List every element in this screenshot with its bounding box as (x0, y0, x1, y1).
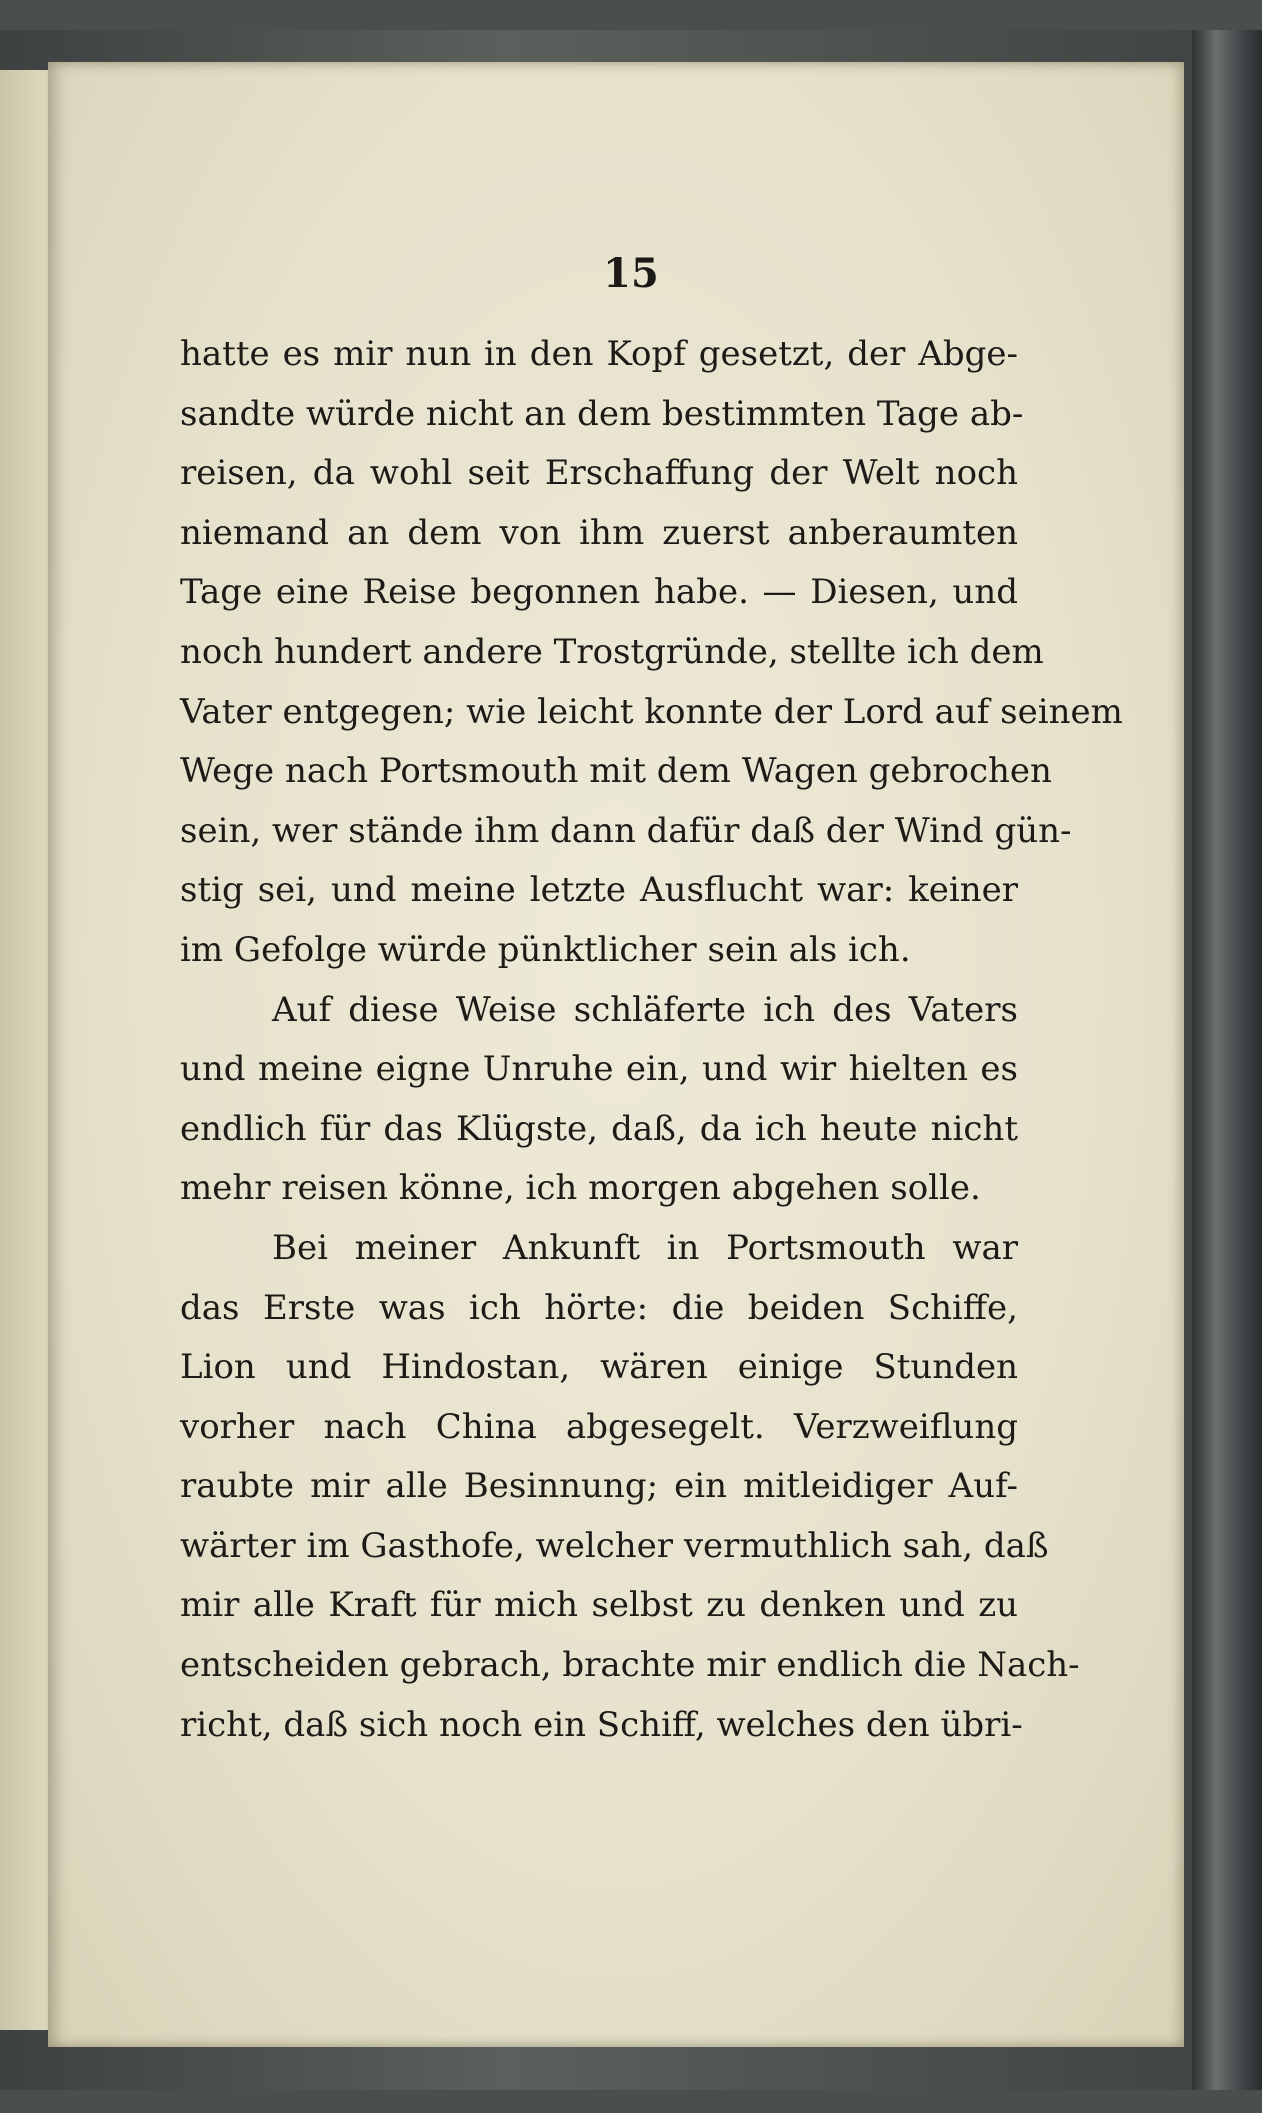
page-number: 15 (603, 250, 659, 297)
text-line: Auf diese Weise schläferte ich des Vaters (272, 989, 1018, 1030)
text-line: Lion und Hindostan, wären einige Stunden (180, 1347, 1018, 1388)
text-line: stig sei, und meine letzte Ausflucht war: keiner (180, 870, 1018, 911)
text-line: raubte mir alle Besinnung; ein mitleidiger Auf- (180, 1466, 1018, 1507)
page-text (180, 325, 1123, 1755)
text-line: noch hundert andere Trostgründe, stellte ich dem (180, 631, 1044, 672)
text-line: richt, daß sich noch ein Schiff, welches den übri- (180, 1704, 1023, 1745)
text-line: Bei meiner Ankunft in Portsmouth war (272, 1227, 1018, 1268)
text-line: Tage eine Reise begonnen habe. — Diesen, und (180, 572, 1018, 613)
text-line: im Gefolge würde pünktlicher sein als ich. (180, 929, 911, 970)
cover-edge (1192, 30, 1262, 2090)
text-line: Wege nach Portsmouth mit dem Wagen gebrochen (180, 751, 1052, 792)
text-line: sandte würde nicht an dem bestimmten Tage ab- (180, 393, 1024, 434)
text-line: endlich für das Klügste, daß, da ich heute nicht (180, 1108, 1018, 1149)
text-line: das Erste was ich hörte: die beiden Schiffe, (180, 1287, 1018, 1328)
text-line: vorher nach China abgesegelt. Verzweiflung (180, 1406, 1018, 1447)
text-line: sein, wer stände ihm dann dafür daß der Wind gün- (180, 810, 1072, 851)
text-line: reisen, da wohl seit Erschaffung der Welt noch (180, 453, 1018, 494)
text-line: mehr reisen könne, ich morgen abgehen solle. (180, 1168, 981, 1209)
text-line: Vater entgegen; wie leicht konnte der Lord auf seinem (180, 691, 1123, 732)
text-line: mir alle Kraft für mich selbst zu denken und zu (180, 1585, 1018, 1626)
text-line: und meine eigne Unruhe ein, und wir hielten es (180, 1049, 1018, 1090)
text-line: wärter im Gasthofe, welcher vermuthlich sah, daß (180, 1525, 1049, 1566)
text-line: entscheiden gebrach, brachte mir endlich die Nach- (180, 1645, 1080, 1686)
text-line: niemand an dem von ihm zuerst anberaumten (180, 512, 1018, 553)
text-line: hatte es mir nun in den Kopf gesetzt, der Abge- (180, 334, 1018, 374)
